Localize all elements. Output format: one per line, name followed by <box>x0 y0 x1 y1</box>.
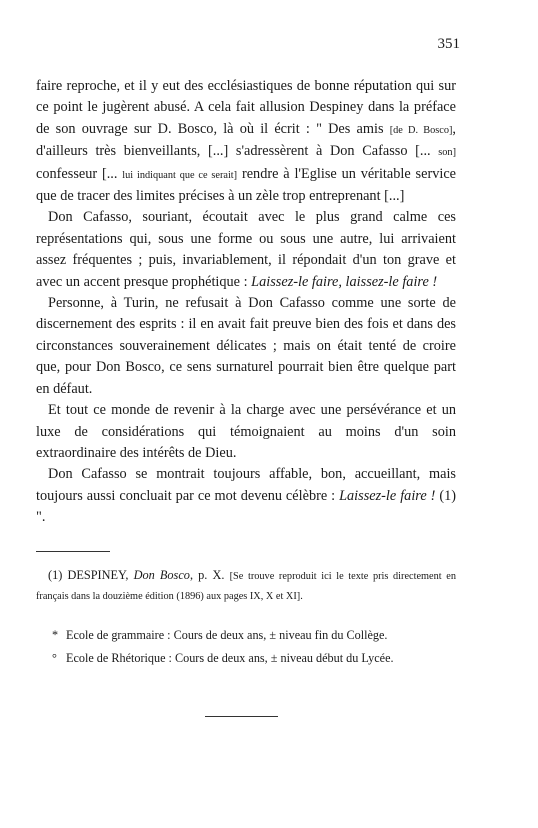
italic-quote: Laissez-le faire, laissez-le faire ! <box>251 273 438 290</box>
footnote-ref: , p. X. <box>189 568 230 582</box>
text-run: Personne, à Turin, ne refusait à Don Cafasso comme une sorte de discernement des esprits : il en avait fait preuve bien des fois et dans des circonstances souverainement délicates ; mais on était tenté de croire que, pour Don Bosco, ce sens surnaturel pourrait bien être quelque part en défaut. <box>36 295 456 397</box>
note-row <box>52 647 456 670</box>
text-run: , d'ailleurs très bienveillants, [...] s'adressèrent à Don Cafasso [... <box>36 120 456 160</box>
school-notes <box>52 624 456 670</box>
text-run: Don Cafasso, souriant, écoutait avec le plus grand calme ces représentations qui, sous une forme ou sous une autre, lui arrivaient assez fréquentes ; puis, invariablement, il répondait d'un ton grave et avec un accent presque prophétique : <box>36 209 456 290</box>
paragraph <box>36 207 456 293</box>
footnote-title: Don Bosco <box>133 568 190 582</box>
paragraph <box>36 464 456 528</box>
note-text: Ecole de grammaire : Cours de deux ans, ± niveau fin du Collège. <box>66 628 388 642</box>
editorial-insertion: [de D. Bosco] <box>389 124 453 136</box>
paragraph <box>36 76 456 207</box>
bottom-separator <box>205 716 278 717</box>
asterisk-symbol: * <box>52 628 59 642</box>
text-run: rendre à l'Eglise un véritable service que de tracer des limites précises à un zèle trop entreprenant [...] <box>36 165 457 205</box>
body-text <box>36 76 456 529</box>
footnote-separator <box>36 551 110 552</box>
paragraph <box>36 293 456 400</box>
italic-quote: Laissez-le faire ! <box>339 487 436 504</box>
text-run: (1) ". <box>36 487 456 526</box>
editorial-insertion: son] <box>438 147 456 159</box>
footnote-marker: (1) <box>48 568 63 582</box>
note-text: Ecole de Rhétorique : Cours de deux ans, ± niveau début du Lycée. <box>66 651 394 665</box>
text-run: faire reproche, et il y eut des ecclésiastiques de bonne réputation qui sur ce point le jugèrent abusé. A cela fait allusion Despiney dans la préface de son ouvrage sur D. Bosco, là où il écrit : " Des amis <box>36 78 456 137</box>
text-run: Et tout ce monde de revenir à la charge avec une persévérance et un luxe de considérations qui témoignaient au moins d'un soin extraordinaire des intérêts de Dieu. <box>36 402 456 461</box>
paragraph <box>36 400 456 464</box>
page-number: 351 <box>437 36 460 52</box>
degree-symbol: ° <box>52 651 57 665</box>
text-run: confesseur [... <box>36 165 123 182</box>
footnote-note: [Se trouve reproduit ici le texte pris directement en français dans la douzième édition (1896) aux pages IX, X et XI]. <box>36 571 456 602</box>
note-row <box>52 624 456 647</box>
editorial-insertion: lui indiquant que ce serait] <box>122 169 238 181</box>
text-run: Don Cafasso se montrait toujours affable, bon, accueillant, mais toujours aussi concluait par ce mot devenu célèbre : <box>36 466 456 504</box>
footnote <box>36 566 456 606</box>
footnote-author: DESPINEY, <box>67 568 134 582</box>
